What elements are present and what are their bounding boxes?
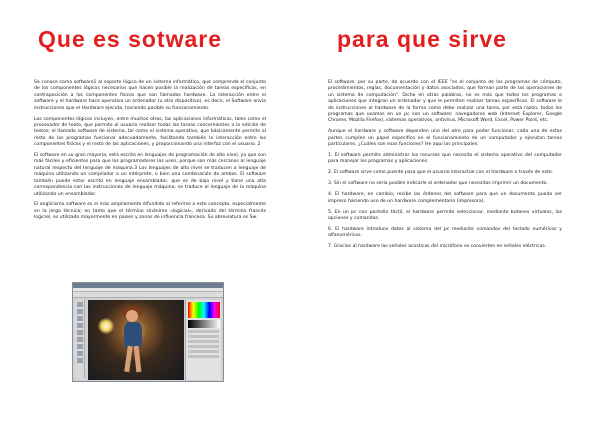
left-page-title: Que es sotware [38,26,223,52]
paragraph: El software en su gran mayoría, está escrito en lenguajes de programación de alto nivel, ya que son más fáciles y eficientes para que los programadores los usen, porque son más cercanos al lenguaje natural respecto del lenguaje de máquina.3 Los lenguajes de alto nivel se traducen a lenguaje de máquina utilizando un compilador o un intérprete, o bien una combinación de ambos. El software también puede estar escrito en lenguaje ensamblador, que es de bajo nivel y tiene una alta correspondencia con las instrucciones de lenguaje máquina; se traduce al lenguaje de la máquina utilizando un ensamblador. [34,153,266,197]
right-page [300,0,600,424]
illustration-toolbox [75,300,85,378]
figure-body [124,322,142,348]
left-page-body [34,80,266,226]
list-item: 7. Gracias al hardware las señales acústicas del micrófono se convierten en señales eléctricas. [328,244,547,250]
illustration-toolbar [73,292,223,298]
right-page-body [328,80,562,255]
paragraph: El software, por su parte, de acuerdo con el IEEE "es el conjunto de los programas de cómputo, procedimientos, reglas, documentación y datos asociados, que forman parte de las operaciones de un sistema de computación". Dicho en otras palabras, no es más que todos los programas o aplicaciones que integran un ordenador y que le permiten realizar tareas específicas. El software le da instrucciones al hardware de la forma como debe realizar una tarea, por esta razón, todos los programas que usamos en un pc son un software: navegadores web (Internet Explorer, Google Chrome, Mozilla Firefox), sistemas operativos, antivirus, Microsoft Word, Excel, Power Point, etc. [328,80,562,124]
paragraph: Se conoce como software1 al soporte lógico de un sistema informático, que comprende el conjunto de los componentes lógicos necesarios que hacen posible la realización de tareas específicas, en contraposición a los componentes físicos que son llamados hardware. La interacción entre el software y el hardware hace operativo un ordenador (u otro dispositivo), es decir, el Software envía instrucciones que el Hardware ejecuta, haciendo posible su funcionamiento. [34,80,266,111]
list-item: 5. En un pc con pantalla táctil, el hardware permite seleccionar, mediante botones virtuales, las opciones y comandos. [328,209,562,221]
software-screenshot-illustration [72,282,224,382]
color-shade-bar [188,320,220,328]
list-item: 2. El software sirve como puente para que el usuario interactúe con el hardware a través de este. [328,170,554,176]
figure-leg [124,346,133,372]
illustration-canvas [88,300,184,380]
figure-leg [134,346,142,372]
list-item: 1. El software permite administrar los recursos que necesita el sistema operativo del computador para manejar los programas y aplicaciones. [328,153,562,165]
paragraph: Los componentes lógicos incluyen, entre muchos otros, las aplicaciones informáticas, tales como el procesador de texto, que permite al usuario realizar todas las tareas concernientes a la edición de textos; el llamado software de sistema, tal como el sistema operativo, que básicamente permite al resto de los programas funcionar adecuadamente, facilitando también la interacción entre los componentes físicos y el resto de las aplicaciones, y proporcionando una interfaz con el usuario. 2 [34,116,266,148]
right-page-title: para que sirve [337,26,507,52]
paragraph: Aunque el hardware y software dependen uno del otro para poder funcionar, cada una de estas partes cumplen un papel específico en el funcionamiento de un computador y ejecutan tareas particulares. ¿Cuáles son esas funciones? He aquí las principales: [328,129,562,148]
lantern-glow [98,318,114,334]
list-item: 6. El hardware introduce datos al sistema del pc mediante comandos del teclado numéricos y alfanuméricos. [328,226,562,239]
illustration-color-panel [185,300,221,380]
paragraph: El anglicismo software es el más ampliamente difundido al referirse a este concepto, especialmente en la jerga técnica; en tanto que el término sinónimo «logicial», derivado del término francés logiciel, es utilizado mayormente en países y zonas de influencia francesa. Su abreviatura es Sw. [34,202,266,221]
list-item: 4. El hardware, en cambio, recibe las órdenes del software para que un documento pueda ser impreso haciendo uso de un hardware complementario (impresora). [328,192,562,204]
color-palette [188,302,220,318]
list-item: 3. Sin el software no sería posible indicarle al ordenador que necesitas imprimir un documento. [328,181,548,187]
figure-head [126,310,138,322]
